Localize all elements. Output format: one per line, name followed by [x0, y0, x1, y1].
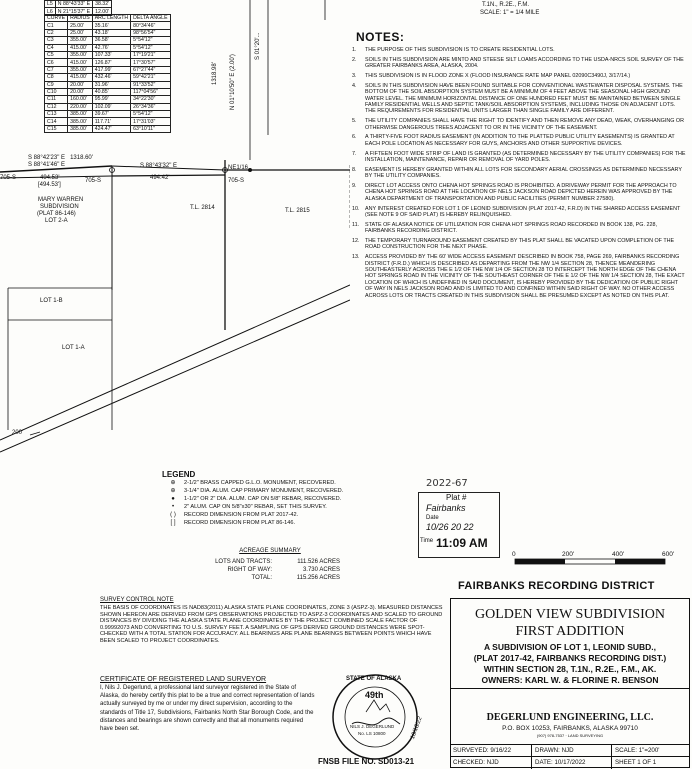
legend-symbol-icon: ⊕ [170, 488, 176, 494]
legend-symbol-icon: [ ] [170, 520, 176, 526]
note-item [352, 118, 686, 131]
note-item [352, 238, 686, 251]
legend-symbol-icon: ● [171, 496, 175, 502]
title-block [450, 598, 690, 768]
curve-cell: 102.09' [92, 103, 130, 110]
curve-cell: C6 [45, 59, 68, 66]
acreage-row [170, 566, 340, 574]
firm-phone: (907) 978-7537 · LAND SURVEYING [536, 733, 604, 738]
curve-cell: 5°54'12" [131, 111, 170, 118]
stamp-place: Fairbanks [426, 503, 466, 513]
dist-3: 494.42' [150, 175, 170, 181]
note-item [352, 134, 686, 147]
top-right-small: T.1N., R.2E., F.M. [482, 2, 530, 8]
subdivision-label: SUBDIVISION [40, 204, 79, 210]
note-text: THE UTILITY COMPANIES SHALL HAVE THE RIGHT TO IDENTIFY AND THEN REMOVE ANY DEAD, WEAK, OVERHANGING OR OTHERWISE DANGEROUS TREES ADJACENT TO OR IN THE VICINITY OF THE EASEMENT. [365, 118, 685, 131]
survey-control-text: THE BASIS OF COORDINATES IS NAD83(2011) ALASKA STATE PLANE COORDINATES, ZONE 3 (ASPZ-3). MEASURED DISTANCES SHOWN HEREON ARE DERIVED FROM GPS OBSERVATIONS PROJECTED TO ASPZ-3 COORDINATES AND SCALED TO GROUND DISTANCES BY DIVIDING THE ALASKA STATE PLANE COORDINATES BY THE PROJECT COMBINED SCALE FACTOR OF 0.99992073 AND CONVERTING TO U.S. SURVEY FEET. A SAMPLING OF GPS DERIVED GROUND DISTANCES WERE SPOT-CHECKED WITH A TOTAL STATION FOR ACCURACY. ALL BEARINGS ARE PLANE BEARINGS BETWEEN POINTS WHICH HAVE BEEN SCALED TO PROJECT COORDINATES. [100, 605, 443, 644]
note-item [352, 57, 686, 70]
curve-cell: 385.00' [68, 125, 93, 132]
legend-text: 2" ALUM. CAP ON 5/8"x30" REBAR, SET THIS SURVEY. [184, 504, 327, 510]
title-sub-2: (PLAT 2017-42, FAIRBANKS RECORDING DIST.) [473, 653, 667, 663]
acreage-summary [170, 548, 340, 582]
curve-cell: 31.96' [92, 81, 130, 88]
curve-cell: 39.67' [92, 111, 130, 118]
vert-label-1: 1318.98' [212, 62, 218, 85]
seal-top: STATE OF ALASKA [346, 676, 402, 682]
curve-cell: 95.99' [92, 96, 130, 103]
note-item [352, 222, 686, 235]
note-number: 2. [352, 56, 357, 63]
legend-item [162, 519, 412, 527]
curve-cell: 91°33'52" [131, 81, 170, 88]
curve-cell: 415.00' [68, 74, 93, 81]
note-item [352, 183, 686, 202]
curve-cell: C9 [45, 81, 68, 88]
lot-2a-label: LOT 2-A [45, 218, 68, 224]
stamp-date-top: 2022-67 [426, 478, 468, 489]
checked-cell: CHECKED: NJD [453, 759, 499, 766]
note-item [352, 73, 686, 79]
title-name-2: FIRST ADDITION [515, 624, 625, 639]
surveyor-seal [330, 672, 420, 762]
curve-cell: 20.00' [68, 88, 93, 95]
line-cell: 38.32' [93, 1, 112, 8]
note-item [352, 254, 686, 299]
curve-cell: 220.00' [68, 103, 93, 110]
curve-header: RADIUS [68, 15, 93, 22]
drawn-cell: DRAWN: NJD [535, 747, 574, 754]
curve-cell: 424.47' [92, 125, 130, 132]
note-text: ACCESS PROVIDED BY THE 60' WIDE ACCESS EASEMENT DESCRIBED IN BOOK 758, PAGE 269, FAIRBANKS RECORDING DISTRICT (F.R.D.) WHICH IS DESCRIBED AS DEPARTING FROM THE NW 1/4 SECTION 28, THENCE MEANDERING SOUTHEASTERLY ACROSS THE E 1/2 OF THE NW 1/4 OF SECTION 28 TO INTERCEPT THE NORTH EDGE OF THE CHENA HOT SPRINGS ROAD IN THE VICINITY OF THE SOUTHEAST CORNER OF THE E 1/2 OF THE NW 1/4 SECTION 28, THE EXACT LOCATION OF WHICH IS UNDEFINED IN SAID DOCUMENT, IS HEREBY PROVIDED BY THE DEDICATION OF PUBLIC RIGHT OF WAY IN NELS JACKSON ROAD AND IS LIMITED TO AND CONFINED WITHIN SAID RIGHT OF WAY. NO OTHER ACCESS ACROSS LOTS OR TRACTS CREATED IN THIS SUBDIVISION SHALL BE PRESUMED EXCEPT AS NOTED ON THIS PLAT. [365, 254, 685, 299]
date-cell: DATE: 10/17/2022 [535, 759, 586, 766]
line-cell: 12.00' [93, 8, 112, 15]
acreage-row [170, 574, 340, 582]
note-text: EASEMENT IS HEREBY GRANTED WITHIN ALL LOTS FOR SECONDARY AERIAL CROSSINGS AS DETERMINED NECESSARY BY THE UTILITY COMPANIES. [365, 166, 682, 180]
curve-cell: 355.00' [68, 66, 93, 73]
notes-list [352, 47, 686, 302]
curve-cell: 43.18' [92, 29, 130, 36]
line-cell: N 21°15'37" E [55, 8, 92, 15]
curve-cell: C15 [45, 125, 68, 132]
seal-name: NILS J. DEGERLUND [350, 724, 395, 729]
legend-item [162, 503, 412, 511]
curve-cell: 126.87' [92, 59, 130, 66]
title-sub-1: A SUBDIVISION OF LOT 1, LEONID SUBD., [483, 642, 657, 652]
note-text: THIS SUBDIVISION IS IN FLOOD ZONE X (FLOOD INSURANCE RATE MAP PANEL 02090C3490J, 3/17/14.) [365, 73, 631, 79]
section-label-a: 705-S [0, 175, 17, 181]
recording-stamp [418, 478, 506, 560]
curve-cell: 26°34'36" [131, 103, 170, 110]
tl-2814-label: T.L. 2814 [190, 205, 215, 211]
plat-ref-label: (PLAT 86-146) [37, 211, 76, 217]
curve-cell: C8 [45, 74, 68, 81]
legend-symbol-icon: • [171, 504, 175, 510]
note-text: THE TEMPORARY TURNAROUND EASEMENT CREATED BY THIS PLAT SHALL BE VACATED UPON COMPLETION OF THE ROAD CONSTRUCTION FOR THE NEXT PHASE. [365, 238, 675, 251]
line-cell: N 88°43'33" E [55, 1, 92, 8]
curve-cell: C7 [45, 66, 68, 73]
legend-symbol-icon: ( ) [170, 512, 176, 518]
curve-cell: 417.99' [92, 66, 130, 73]
note-text: STATE OF ALASKA NOTICE OF UTILIZATION FOR CHENA HOT SPRINGS ROAD RECORDED IN BOOK 138, PG. 228, FAIRBANKS RECORDING DISTRICT. [365, 221, 657, 235]
note-item [352, 206, 686, 219]
acreage-label: RIGHT OF WAY: [227, 567, 272, 573]
note-number: 1. [352, 47, 357, 53]
dist-2: 494.53' [40, 175, 60, 181]
note-number: 6. [352, 134, 357, 141]
curve-cell: 432.46' [92, 74, 130, 81]
certificate-title: CERTIFICATE OF REGISTERED LAND SURVEYOR [100, 676, 267, 683]
scale-label: 400' [612, 551, 625, 558]
legend-text: RECORD DIMENSION FROM PLAT 86-146. [184, 520, 296, 526]
note-number: 8. [352, 166, 357, 173]
scale-label: 200' [562, 551, 575, 558]
acreage-value: 3.730 ACRES [302, 567, 340, 573]
note-text: ANY INTEREST CREATED FOR LOT 1 OF LEONID SUBDIVISION (PLAT 2017-42, F.R.D) IN THE SHARED ACCESS EASEMENT (SEE NOTE 9 OF SAID PLAT) IS HEREBY RELINQUISHED. [365, 205, 681, 219]
curve-cell: 385.00' [68, 118, 93, 125]
note-item [352, 151, 686, 164]
curve-cell: C13 [45, 111, 68, 118]
ne-sixteenth-label: NE1/16 [228, 165, 249, 171]
surveyed-cell: SURVEYED: 9/16/22 [453, 747, 512, 754]
recording-district: FAIRBANKS RECORDING DISTRICT [458, 580, 655, 592]
note-number: 13. [352, 254, 360, 261]
note-number: 7. [352, 150, 357, 157]
line-cell: L5 [45, 1, 56, 8]
note-number: 12. [352, 238, 360, 245]
note-text: DIRECT LOT ACCESS ONTO CHENA HOT SPRINGS ROAD IS PROHIBITED. A DRIVEWAY PERMIT FOR THE APPROACH TO CHENA HOT SPRINGS ROAD AT THE LOCATION OF NELS JACKSON ROAD DEPICTED HEREIN WAS APPROVED BY THE ALASKA DEPARTMENT OF TRANSPORTATION AND PUBLIC FACILITIES (PERMIT NUMBER 27580). [365, 183, 677, 202]
line-cell: L6 [45, 8, 56, 15]
curve-cell: 415.00' [68, 44, 93, 51]
bearing-2: S 88°41'46" E [28, 162, 66, 168]
bearing-3: S 88°43'32" E [140, 163, 178, 169]
curve-cell: C2 [45, 29, 68, 36]
legend-item [162, 479, 412, 487]
curve-cell: 355.00' [68, 51, 93, 58]
note-text: SOILS IN THIS SUBDIVISION ARE MINTO AND STEESE SILT LOAMS ACCORDING TO THE USDA-NRCS SOIL SURVEY OF THE GREATER FAIRBANKS AREA, ALASKA, 2004. [365, 56, 684, 70]
firm-address: P.O. BOX 10253, FAIRBANKS, ALASKA 99710 [502, 725, 638, 732]
curve-cell: 415.00' [68, 59, 93, 66]
curve-cell: 67°27'44" [131, 66, 170, 73]
vert-label-3: S 01°20'... [255, 32, 261, 60]
legend-text: 3-1/4" DIA. ALUM. CAP PRIMARY MONUMENT, RECOVERED. [184, 488, 344, 494]
curve-cell: 42.76' [92, 44, 130, 51]
acreage-label: TOTAL: [251, 575, 272, 581]
section-label-b: 705-S [85, 178, 102, 184]
note-item [352, 167, 686, 180]
curve-cell: C12 [45, 103, 68, 110]
survey-control [100, 597, 445, 645]
note-number: 10. [352, 205, 360, 212]
scale-bar [505, 545, 685, 575]
curve-cell: C5 [45, 51, 68, 58]
stamp-time-label: Time [420, 538, 434, 544]
certificate [100, 676, 315, 733]
legend-title: LEGEND [162, 470, 196, 479]
curve-cell: 160.00' [68, 96, 93, 103]
curve-cell: C11 [45, 96, 68, 103]
scale-top: SCALE: 1" = 1/4 MILE [480, 10, 540, 16]
seal-date: 10/18/22 [410, 716, 424, 741]
note-text: A FIFTEEN FOOT WIDE STRIP OF LAND IS GRANTED (AS DETERMINED NECESSARY BY THE UTILITY COMPANIES) FOR THE INSTALLATION, MAINTENANCE, REPAIR OR REMOVAL OF YARD POLES. [365, 150, 686, 164]
curve-cell: 117.71' [92, 118, 130, 125]
note-text: THE PURPOSE OF THIS SUBDIVISION IS TO CREATE RESIDENTIAL LOTS. [365, 47, 555, 53]
seal-num: 49th [365, 690, 384, 700]
acreage-row [170, 558, 340, 566]
curve-cell: 385.00' [68, 111, 93, 118]
curve-header: CURVE [45, 15, 68, 22]
sheet-cell: SHEET 1 OF 1 [615, 759, 657, 766]
curve-cell: C14 [45, 118, 68, 125]
curve-cell: 355.00' [68, 37, 93, 44]
note-number: 11. [352, 221, 360, 228]
section-label-c: 705-S [228, 178, 245, 184]
title-sub-3: WITHIN SECTION 28, T.1N., R.2E., F.M., AK. [483, 664, 657, 674]
acreage-label: LOTS AND TRACTS: [215, 559, 272, 565]
curve-cell: 20.00' [68, 81, 93, 88]
curve-cell: 59°42'21" [131, 74, 170, 81]
curve-cell: 17°19'21" [131, 51, 170, 58]
curve-cell: 107.33' [92, 51, 130, 58]
note-text: SOILS IN THIS SUBDIVISION HAVE BEEN FOUND SUITABLE FOR CONVENTIONAL WASTEWATER DISPOSAL SYSTEMS. THE BOTTOM OF THE SOIL ABSORPTION SYSTEM MUST BE A MINIMUM OF 4 FEET ABOVE THE SEASONAL HIGH GROUND WATER LEVEL. THE MINIMUM HORIZONTAL DISTANCE OF ONE HUNDRED FEET MUST BE MAINTAINED BETWEEN SINGLE FAMILY RESIDENTIAL WELLS AND SEPTIC TANK/SOIL ABSORPTION SYSTEMS, INCLUDING THOSE ON ADJACENT LOTS. THE REQUIREMENTS FOR RESIDENTIAL UNITS LARGER THAN SINGLE FAMILY ARE DIFFERENT. [365, 82, 683, 115]
plat-map [0, 0, 350, 460]
mary-warren-label: MARY WARREN [38, 197, 84, 203]
curve-cell: C3 [45, 37, 68, 44]
note-number: 4. [352, 82, 357, 89]
scale-label: 0 [512, 551, 516, 558]
curve-cell: 36.58' [92, 37, 130, 44]
curve-cell: 63°10'11" [131, 125, 170, 132]
acreage-value: 115.256 ACRES [296, 575, 340, 581]
curve-cell: 17°31'03" [131, 118, 170, 125]
scale-label: 600' [662, 551, 675, 558]
dim-200-label: 200' [12, 430, 24, 436]
survey-control-title: SURVEY CONTROL NOTE [100, 597, 174, 603]
lot-1b-label: LOT 1-B [40, 298, 63, 304]
curve-header: DELTA ANGLE [131, 15, 170, 22]
legend [162, 470, 412, 527]
curve-cell: 35.16' [92, 22, 130, 29]
note-number: 5. [352, 118, 357, 125]
curve-cell: 25.00' [68, 29, 93, 36]
note-item [352, 83, 686, 115]
stamp-date-label: Date [426, 515, 439, 521]
curve-cell: 5°54'12" [131, 37, 170, 44]
note-number: 9. [352, 183, 357, 190]
acreage-value: 111.526 ACRES [297, 559, 340, 565]
legend-text: 2-1/2" BRASS CAPPED G.L.O. MONUMENT, RECOVERED. [184, 480, 336, 486]
note-number: 3. [352, 73, 357, 79]
tl-2815-label: T.L. 2815 [285, 208, 310, 214]
legend-item [162, 487, 412, 495]
notes-title: NOTES: [356, 30, 405, 44]
legend-text: 1-1/2" OR 2" DIA. ALUM. CAP ON 5/8" REBAR, RECOVERED. [184, 496, 342, 502]
legend-item [162, 495, 412, 503]
seal-ls: No. LS 10800 [358, 731, 386, 736]
firm-name: DEGERLUND ENGINEERING, LLC. [486, 712, 654, 723]
bearing-1: S 88°42'23" E 1318.60' [28, 155, 93, 161]
curve-cell: C1 [45, 22, 68, 29]
legend-text: RECORD DIMENSION FROM PLAT 2017-42. [184, 512, 299, 518]
curve-cell: C10 [45, 88, 68, 95]
curve-cell: C4 [45, 44, 68, 51]
stamp-time: 11:09 AM [436, 536, 488, 550]
note-text: A THIRTY-FIVE FOOT RADIUS EASEMENT (IN ADDITION TO THE PLATTED PUBLIC UTILITY EASEMENTS) IS GRANTED AT EACH POLE LOCATION AS NECESSARY FOR GUYS, ANCHORS AND OTHER SUPPORTIVE DEVICES. [365, 134, 675, 147]
note-item [352, 47, 686, 53]
lot-1a-label: LOT 1-A [62, 345, 85, 351]
curve-cell: 80°34'46" [131, 22, 170, 29]
curve-cell: 17°30'57" [131, 59, 170, 66]
fnsb-file: FNSB FILE NO. SD013-21 [318, 757, 415, 766]
stamp-plat-no: Plat # [446, 493, 467, 502]
acreage-title: ACREAGE SUMMARY [239, 548, 301, 554]
stamp-date: 10/26 20 22 [426, 522, 474, 532]
vert-label-2: N 01°10'50" E (2.00') [230, 54, 236, 110]
legend-symbol-icon: ⊕ [170, 480, 176, 486]
curve-cell: 40.85' [92, 88, 130, 95]
curve-cell: 34°22'30" [131, 96, 170, 103]
curve-cell: 25.00' [68, 22, 93, 29]
title-sub-4: OWNERS: KARL W. & FLORINE R. BENSON [481, 675, 659, 685]
curve-cell: 5°54'12" [131, 44, 170, 51]
scale-cell: SCALE: 1"=200' [615, 747, 660, 754]
legend-item [162, 511, 412, 519]
curve-cell: 117°04'56" [131, 88, 170, 95]
dist-2b: [494.53'] [38, 182, 61, 188]
curve-cell: 98°56'54" [131, 29, 170, 36]
certificate-text: I, Nils J. Degerlund, a professional land surveyor registered in the State of Alaska, do hereby certify this plat to be a true and correct representation of lands actually surveyed by me or under my direct supervision, according to the standards of Title 17, Subdivisions, Fairbanks North Star Borough Code, and the distances and bearings are shown correctly and that all monuments required have been set. [100, 685, 315, 733]
title-name-1: GOLDEN VIEW SUBDIVISION [474, 607, 666, 622]
curve-header: ARC LENGTH [92, 15, 130, 22]
